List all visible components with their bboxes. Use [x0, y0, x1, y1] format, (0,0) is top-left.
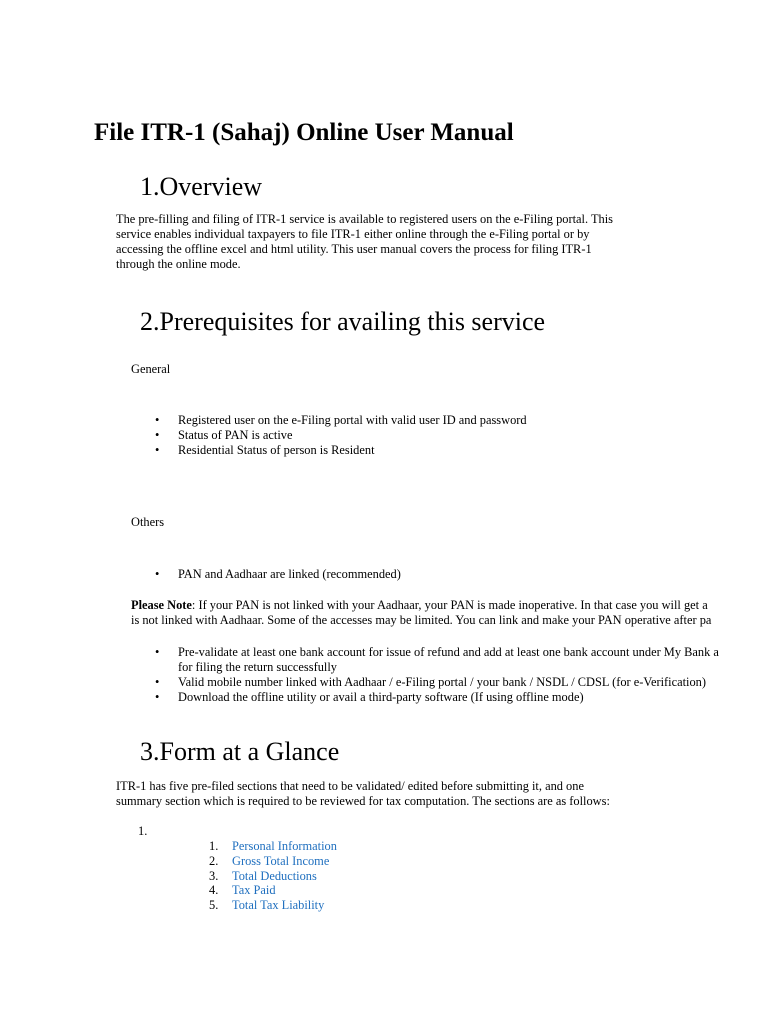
- section-title: Form at a Glance: [159, 737, 340, 766]
- section-link-gross-total-income[interactable]: Gross Total Income: [232, 854, 330, 868]
- list-item-text: Download the offline utility or avail a third-party software (If using offline mode): [178, 690, 584, 704]
- section-title: Overview: [159, 172, 263, 201]
- overview-line: The pre-filling and filing of ITR-1 service is available to registered users on the e-Filing portal. This: [116, 212, 613, 226]
- list-item-text: for filing the return successfully: [178, 660, 337, 674]
- section-link-number: 4.: [209, 883, 219, 897]
- please-note: [131, 598, 711, 628]
- section-link-tax-paid[interactable]: Tax Paid: [232, 883, 276, 897]
- general-label: General: [131, 362, 171, 376]
- bullet-icon: •: [155, 428, 160, 442]
- please-note-line: [131, 598, 711, 613]
- section-heading-form-glance: [140, 735, 339, 769]
- bullet-icon: •: [155, 443, 160, 457]
- section-link-total-deductions[interactable]: Total Deductions: [232, 869, 317, 883]
- bullet-icon: •: [155, 413, 160, 427]
- section-link-number: 5.: [209, 898, 219, 912]
- section-link-number: 2.: [209, 854, 219, 868]
- list-item-text: Pre-validate at least one bank account for issue of refund and add at least one bank account under My Bank a: [178, 645, 719, 659]
- section-number: 1.: [140, 172, 160, 201]
- form-glance-line: summary section which is required to be reviewed for tax computation. The sections are as follows:: [116, 794, 610, 808]
- list-item-text: Registered user on the e-Filing portal with valid user ID and password: [178, 413, 527, 427]
- list-item-text: Residential Status of person is Resident: [178, 443, 375, 457]
- section-heading-overview: [140, 170, 262, 204]
- section-link-number: 1.: [209, 839, 219, 853]
- bullet-icon: •: [155, 567, 160, 581]
- overview-line: accessing the offline excel and html utility. This user manual covers the process for filing ITR-1: [116, 242, 592, 256]
- bullet-icon: •: [155, 675, 160, 689]
- bullet-icon: •: [155, 645, 160, 659]
- please-note-text: : If your PAN is not linked with your Aadhaar, your PAN is made inoperative. In that case you will get a: [191, 598, 708, 612]
- list-item-text: Status of PAN is active: [178, 428, 293, 442]
- section-heading-prerequisites: [140, 305, 545, 339]
- please-note-line: is not linked with Aadhaar. Some of the accesses may be limited. You can link and make your PAN operative after pa: [131, 613, 712, 627]
- section-link-personal-information[interactable]: Personal Information: [232, 839, 337, 853]
- document-title: File ITR-1 (Sahaj) Online User Manual: [94, 119, 514, 146]
- bullet-icon: •: [155, 690, 160, 704]
- outer-list-number: 1.: [138, 824, 148, 838]
- section-link-number: 3.: [209, 869, 219, 883]
- section-link-total-tax-liability[interactable]: Total Tax Liability: [232, 898, 325, 912]
- section-title: Prerequisites for availing this service: [159, 307, 546, 336]
- overview-line: through the online mode.: [116, 257, 241, 271]
- section-number: 2.: [140, 307, 160, 336]
- list-item-text: PAN and Aadhaar are linked (recommended): [178, 567, 401, 581]
- others-label: Others: [131, 515, 165, 529]
- overview-line: service enables individual taxpayers to file ITR-1 either online through the e-Filing portal or by: [116, 227, 590, 241]
- list-item-text: Valid mobile number linked with Aadhaar / e-Filing portal / your bank / NSDL / CDSL (for e-Verification): [178, 675, 706, 689]
- overview-paragraph: [116, 212, 613, 272]
- form-glance-paragraph: [116, 779, 610, 809]
- please-note-label: Please Note: [131, 598, 192, 612]
- form-glance-line: ITR-1 has five pre-filed sections that need to be validated/ edited before submitting it, and one: [116, 779, 584, 793]
- section-number: 3.: [140, 737, 160, 766]
